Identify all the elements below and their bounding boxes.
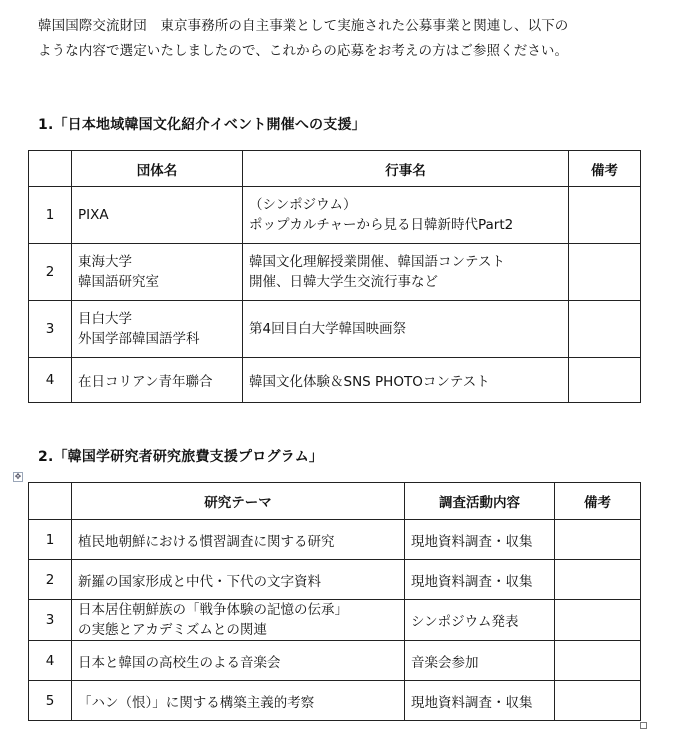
row-number: 2 [29, 244, 72, 301]
header-event: 行事名 [243, 151, 569, 187]
research-travel-support-table [28, 482, 641, 721]
remarks-cell [569, 244, 641, 301]
row-number: 1 [29, 187, 72, 244]
table-header-row [29, 151, 641, 187]
event-line: 韓国文化体験＆SNS PHOTOコンテスト [249, 374, 490, 390]
remarks-cell [569, 187, 641, 244]
table-header-row [29, 483, 641, 520]
event-cell [243, 187, 569, 244]
theme-cell: 日本と韓国の高校生のよる音楽会 [72, 641, 405, 681]
event-cell [243, 244, 569, 301]
activity-cell: 現地資料調査・収集 [405, 520, 555, 560]
row-number: 4 [29, 358, 72, 403]
remarks-cell [555, 641, 641, 681]
activity-cell: 音楽会参加 [405, 641, 555, 681]
table-row [29, 600, 641, 641]
header-number [29, 151, 72, 187]
activity-cell: 現地資料調査・収集 [405, 681, 555, 721]
organization-line-1: 東海大学 [78, 254, 132, 270]
remarks-cell [555, 520, 641, 560]
table-row [29, 358, 641, 403]
theme-cell: 「ハン（恨）」に関する構築主義的考察 [72, 681, 405, 721]
organization-cell [72, 358, 243, 403]
row-number: 5 [29, 681, 72, 721]
remarks-cell [555, 681, 641, 721]
table-move-anchor-icon[interactable]: ✥ [14, 472, 22, 481]
table-row [29, 681, 641, 721]
row-number: 3 [29, 301, 72, 358]
header-remarks: 備考 [569, 151, 641, 187]
table-row [29, 641, 641, 681]
organization-line-2: 韓国語研究室 [78, 274, 159, 290]
theme-line-1: 日本居住朝鮮族の「戦争体験の記憶の伝承」 [78, 602, 348, 618]
table-row [29, 560, 641, 600]
remarks-cell [555, 560, 641, 600]
theme-cell: 新羅の国家形成と中代・下代の文字資料 [72, 560, 405, 600]
event-line: 第4回目白大学韓国映画祭 [249, 321, 407, 337]
section-2-title: 2.「韓国学研究者研究旅費支援プログラム」 [38, 449, 324, 465]
organization-line: 在日コリアン青年聯合 [78, 374, 213, 390]
organization-cell [72, 301, 243, 358]
table-resize-handle-icon[interactable] [640, 722, 647, 729]
table-row [29, 520, 641, 560]
row-number: 2 [29, 560, 72, 600]
event-cell [243, 358, 569, 403]
remarks-cell [569, 301, 641, 358]
organization-line-2: 外国学部韓国語学科 [78, 331, 200, 347]
intro-line-2: ような内容で選定いたしましたので、これからの応募をお考えの方はご参照ください。 [38, 43, 569, 59]
organization-line: PIXA [78, 207, 109, 223]
culture-event-support-table [28, 150, 641, 403]
theme-line-2: の実態とアカデミズムとの関連 [78, 622, 267, 638]
activity-cell: シンポジウム発表 [405, 600, 555, 641]
table-row [29, 187, 641, 244]
section-1-title: 1.「日本地域韓国文化紹介イベント開催への支援」 [38, 117, 366, 133]
row-number: 1 [29, 520, 72, 560]
table-row [29, 244, 641, 301]
header-research-theme: 研究テーマ [72, 483, 405, 520]
header-activity: 調査活動内容 [405, 483, 555, 520]
intro-line-1: 韓国国際交流財団 東京事務所の自主事業として実施された公募事業と関連し、以下の [38, 18, 569, 34]
header-remarks: 備考 [555, 483, 641, 520]
organization-cell [72, 187, 243, 244]
event-line-1: 韓国文化理解授業開催、韓国語コンテスト [249, 254, 505, 270]
activity-cell: 現地資料調査・収集 [405, 560, 555, 600]
row-number: 4 [29, 641, 72, 681]
theme-cell [72, 600, 405, 641]
table-row [29, 301, 641, 358]
theme-cell: 植民地朝鮮における慣習調査に関する研究 [72, 520, 405, 560]
intro-paragraph [38, 14, 658, 64]
organization-line-1: 目白大学 [78, 311, 132, 327]
event-line-1: （シンポジウム） [249, 197, 357, 213]
header-number [29, 483, 72, 520]
event-line-2: ポップカルチャーから見る日韓新時代Part2 [249, 217, 514, 233]
remarks-cell [555, 600, 641, 641]
event-line-2: 開催、日韓大学生交流行事など [249, 274, 438, 290]
header-organization: 団体名 [72, 151, 243, 187]
row-number: 3 [29, 600, 72, 641]
organization-cell [72, 244, 243, 301]
remarks-cell [569, 358, 641, 403]
event-cell [243, 301, 569, 358]
